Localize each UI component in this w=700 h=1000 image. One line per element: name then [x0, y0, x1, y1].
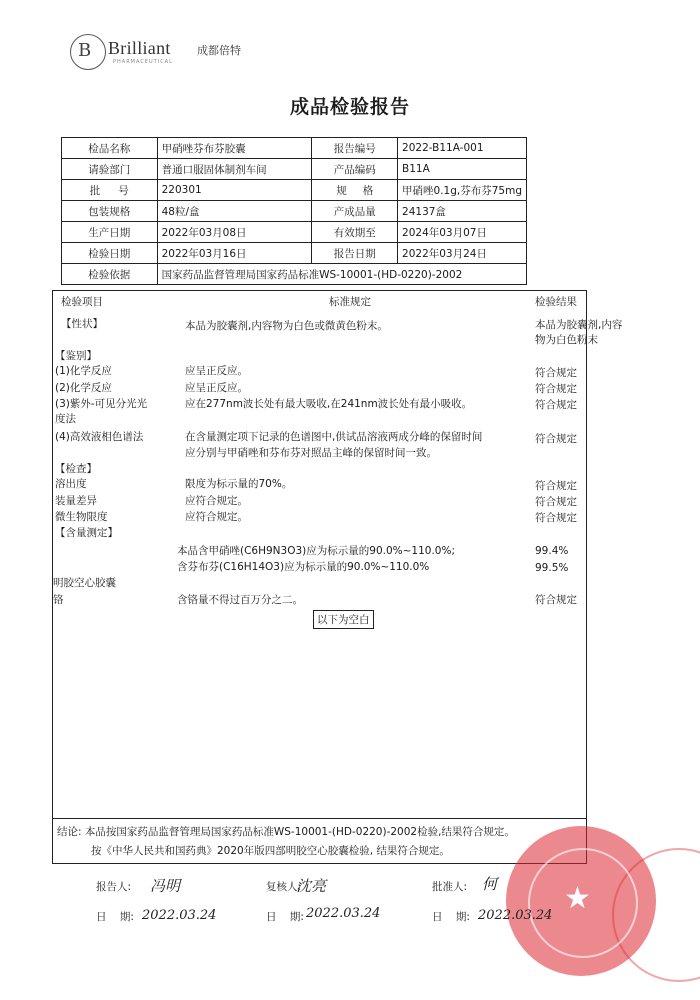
info-row	[62, 180, 527, 201]
results-box	[52, 290, 623, 819]
approver-label: 批准人:	[432, 881, 468, 893]
result-text: 符合规定	[535, 480, 577, 492]
report-title: 成品检验报告	[289, 96, 410, 118]
company-seal	[506, 826, 656, 976]
info-label: 检验日期	[62, 243, 158, 264]
conclusion-line: 按《中华人民共和国药典》2020年版四部明胶空心胶囊检验, 结果符合规定。	[91, 845, 450, 857]
approver-date: 2022.03.24	[478, 908, 553, 923]
conclusion-line: 结论: 本品按国家药品监督管理局国家药品标准WS-10001-(HD-0220)-2002检验,结果符合规定。	[57, 826, 515, 838]
standard-text: 含铬量不得过百万分之二。	[177, 594, 303, 606]
info-label: 有效期至	[312, 222, 398, 243]
star-icon: ★	[564, 881, 591, 916]
conclusion-box	[52, 818, 587, 864]
date-label: 日 期:	[96, 911, 134, 923]
blank-marker: 以下为空白	[313, 610, 374, 629]
reviewer-date: 2022.03.24	[306, 906, 381, 921]
info-value: 220301	[157, 180, 312, 201]
info-row	[62, 138, 527, 159]
standard-text: 应在277nm波长处有最大吸收,在241nm波长处有最小吸收。	[185, 398, 473, 410]
test-item: (3)紫外-可见分光光	[55, 398, 148, 410]
info-label: 报告编号	[312, 138, 398, 159]
info-label: 请验部门	[62, 159, 158, 180]
standard-text: 在含量测定项下记录的色谱图中,供试品溶液两成分峰的保留时间	[185, 431, 483, 443]
info-label: 产成品量	[312, 201, 398, 222]
info-value: 甲硝唑0.1g,芬布芬75mg	[398, 180, 527, 201]
test-item: 溶出度	[55, 478, 87, 490]
result-text: 符合规定	[535, 496, 577, 508]
standard-text: 应呈正反应。	[185, 382, 248, 394]
info-label: 批号	[62, 180, 158, 201]
section-appearance: 【性状】	[61, 318, 103, 330]
info-label: 产品编码	[312, 159, 398, 180]
info-row	[62, 243, 527, 264]
standard-text: 应符合规定。	[185, 495, 248, 507]
info-value: 2022-B11A-001	[398, 138, 527, 159]
info-row	[62, 159, 527, 180]
info-value: 2022年03月08日	[157, 222, 312, 243]
standard-text: 应呈正反应。	[185, 365, 248, 377]
result-text: 符合规定	[535, 512, 577, 524]
info-label: 检品名称	[62, 138, 158, 159]
reviewer-label: 复核人:	[266, 881, 302, 893]
standard-text: 含芬布芬(C16H14O3)应为标示量的90.0%~110.0%	[177, 561, 430, 573]
approver-signature: 何	[482, 875, 498, 893]
standard-text: 应分别与甲硝唑和芬布芬对照品主峰的保留时间一致。	[185, 447, 437, 459]
info-table	[61, 137, 527, 285]
basis-label: 检验依据	[62, 264, 158, 285]
info-label: 规格	[312, 180, 398, 201]
date-label: 日 期:	[266, 911, 304, 923]
test-item: 度法	[55, 413, 76, 425]
result-text: 符合规定	[535, 399, 577, 411]
brand-subtitle: PHARMACEUTICAL	[113, 59, 173, 65]
reviewer-signature: 沈亮	[296, 877, 327, 895]
test-item: (4)高效液相色谱法	[55, 431, 144, 443]
test-item: 微生物限度	[55, 511, 108, 523]
info-value: 24137盒	[398, 201, 527, 222]
info-value: 2022年03月16日	[157, 243, 312, 264]
standard-text: 本品含甲硝唑(C6H9N3O3)应为标示量的90.0%~110.0%;	[177, 545, 455, 557]
info-value: 甲硝唑芬布芬胶囊	[157, 138, 312, 159]
test-item: 明胶空心胶囊	[53, 577, 116, 589]
reporter-label: 报告人:	[96, 881, 132, 893]
info-value: 48粒/盒	[157, 201, 312, 222]
result-text: 符合规定	[535, 383, 577, 395]
section-assay: 【含量测定】	[55, 527, 118, 539]
standard-text: 限度为标示量的70%。	[185, 478, 293, 490]
test-item: 铬	[53, 594, 64, 606]
result-text: 符合规定	[535, 594, 577, 606]
brand-name: Brilliant	[108, 38, 171, 58]
col-header-result: 检验结果	[535, 296, 577, 308]
brand-chinese-name: 成都倍特	[197, 44, 241, 57]
reporter-signature: 冯明	[150, 877, 181, 895]
info-value: B11A	[398, 159, 527, 180]
test-item: 装量差异	[55, 495, 97, 507]
standard-text: 应符合规定。	[185, 511, 248, 523]
date-label: 日 期:	[432, 911, 470, 923]
reporter-date: 2022.03.24	[142, 908, 217, 923]
info-label: 包装规格	[62, 201, 158, 222]
section-identification: 【鉴别】	[55, 350, 97, 362]
result-text: 物为白色粉末	[535, 334, 598, 346]
info-row	[62, 201, 527, 222]
info-value: 2022年03月24日	[398, 243, 527, 264]
standard-text: 本品为胶囊剂,内容物为白色或微黄色粉末。	[185, 320, 388, 332]
test-item: (1)化学反应	[55, 365, 112, 377]
result-text: 符合规定	[535, 367, 577, 379]
test-item: (2)化学反应	[55, 382, 112, 394]
col-header-item: 检验项目	[61, 296, 103, 308]
result-text: 99.4%	[535, 545, 569, 557]
info-value: 普通口服固体制剂车间	[157, 159, 312, 180]
info-row	[62, 264, 527, 285]
result-text: 符合规定	[535, 433, 577, 445]
info-label: 生产日期	[62, 222, 158, 243]
result-text: 99.5%	[535, 562, 569, 574]
col-header-standard: 标准规定	[329, 296, 371, 308]
section-inspection: 【检查】	[55, 463, 97, 475]
info-row	[62, 222, 527, 243]
company-logo: B	[70, 34, 106, 70]
basis-value: 国家药品监督管理局国家药品标准WS-10001-(HD-0220)-2002	[157, 264, 526, 285]
info-value: 2024年03月07日	[398, 222, 527, 243]
result-text: 本品为胶囊剂,内容	[535, 319, 623, 331]
info-label: 报告日期	[312, 243, 398, 264]
